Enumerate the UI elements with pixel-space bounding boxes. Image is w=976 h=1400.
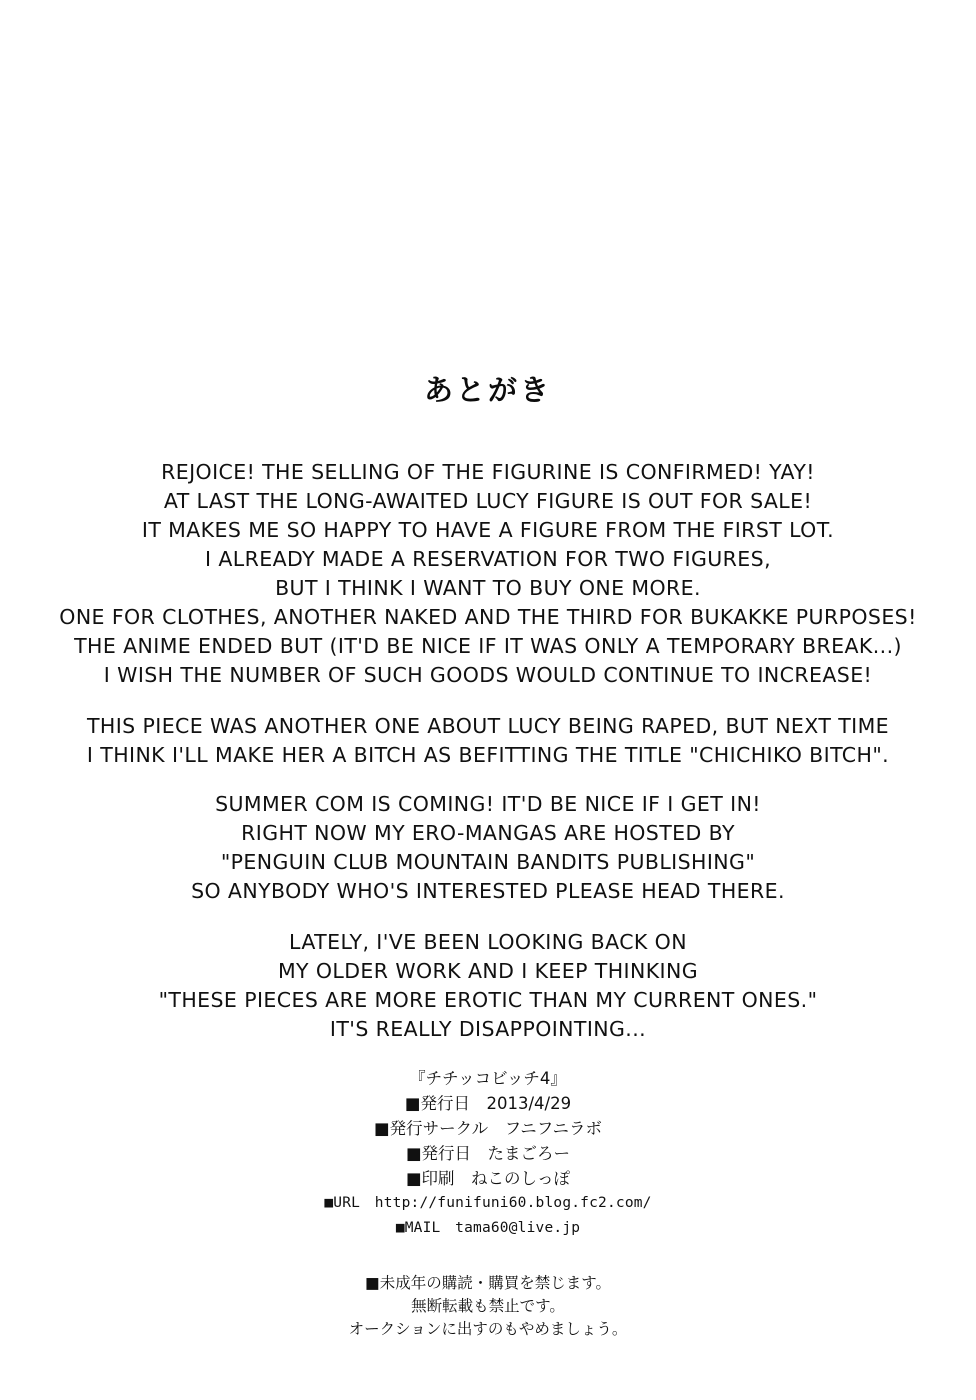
colophon-publish-date: ■発行日 2013/4/29: [404, 1094, 572, 1113]
afterword-line: "THESE PIECES ARE MORE EROTIC THAN MY CURRENT ONES.": [158, 988, 818, 1012]
colophon-mail: ■MAIL tama60@live.jp: [395, 1220, 581, 1236]
colophon-circle: ■発行サークル フニフニラボ: [374, 1119, 602, 1138]
afterword-line: I ALREADY MADE A RESERVATION FOR TWO FIGURES,: [204, 547, 771, 571]
afterword-line: I WISH THE NUMBER OF SUCH GOODS WOULD CONTINUE TO INCREASE!: [103, 663, 873, 687]
afterword-line: THIS PIECE WAS ANOTHER ONE ABOUT LUCY BEING RAPED, BUT NEXT TIME: [86, 714, 890, 738]
afterword-line: REJOICE! THE SELLING OF THE FIGURINE IS CONFIRMED! YAY!: [161, 460, 815, 484]
legal-notice-block: [0, 1272, 976, 1341]
colophon-printer: ■印刷 ねこのしっぽ: [405, 1169, 571, 1188]
notice-line: ■未成年の購読・購買を禁じます。: [365, 1274, 611, 1292]
notice-line: 無断転載も禁止です。: [411, 1297, 565, 1315]
afterword-line: BUT I THINK I WANT TO BUY ONE MORE.: [275, 576, 701, 600]
afterword-line: IT MAKES ME SO HAPPY TO HAVE A FIGURE FROM THE FIRST LOT.: [141, 518, 835, 542]
colophon-author: ■発行日 たまごろー: [405, 1144, 571, 1163]
afterword-line: I THINK I'LL MAKE HER A BITCH AS BEFITTING THE TITLE "CHICHIKO BITCH".: [86, 743, 890, 767]
afterword-paragraph-3: [0, 790, 976, 906]
afterword-heading: あとがき: [423, 373, 552, 407]
afterword-line: LATELY, I'VE BEEN LOOKING BACK ON: [289, 930, 687, 954]
afterword-line: IT'S REALLY DISAPPOINTING...: [329, 1017, 647, 1041]
afterword-line: SUMMER COM IS COMING! IT'D BE NICE IF I GET IN!: [215, 792, 761, 816]
afterword-line: AT LAST THE LONG-AWAITED LUCY FIGURE IS OUT FOR SALE!: [163, 489, 813, 513]
colophon-url: ■URL http://funifuni60.blog.fc2.com/: [324, 1195, 652, 1211]
afterword-line: "PENGUIN CLUB MOUNTAIN BANDITS PUBLISHING": [220, 850, 756, 874]
colophon-block: [0, 1066, 976, 1241]
afterword-line: ONE FOR CLOTHES, ANOTHER NAKED AND THE THIRD FOR BUKAKKE PURPOSES!: [59, 605, 917, 629]
afterword-line: MY OLDER WORK AND I KEEP THINKING: [277, 959, 699, 983]
notice-line: オークションに出すのもやめましょう。: [348, 1320, 628, 1338]
afterword-line: SO ANYBODY WHO'S INTERESTED PLEASE HEAD THERE.: [191, 879, 785, 903]
afterword-paragraph-2: [0, 712, 976, 770]
afterword-line: THE ANIME ENDED BUT (IT'D BE NICE IF IT WAS ONLY A TEMPORARY BREAK...): [74, 634, 902, 658]
colophon-title: 『チチッコビッチ4』: [409, 1069, 567, 1088]
afterword-line: RIGHT NOW MY ERO-MANGAS ARE HOSTED BY: [241, 821, 735, 845]
afterword-paragraph-1: [0, 458, 976, 690]
afterword-paragraph-4: [0, 928, 976, 1044]
